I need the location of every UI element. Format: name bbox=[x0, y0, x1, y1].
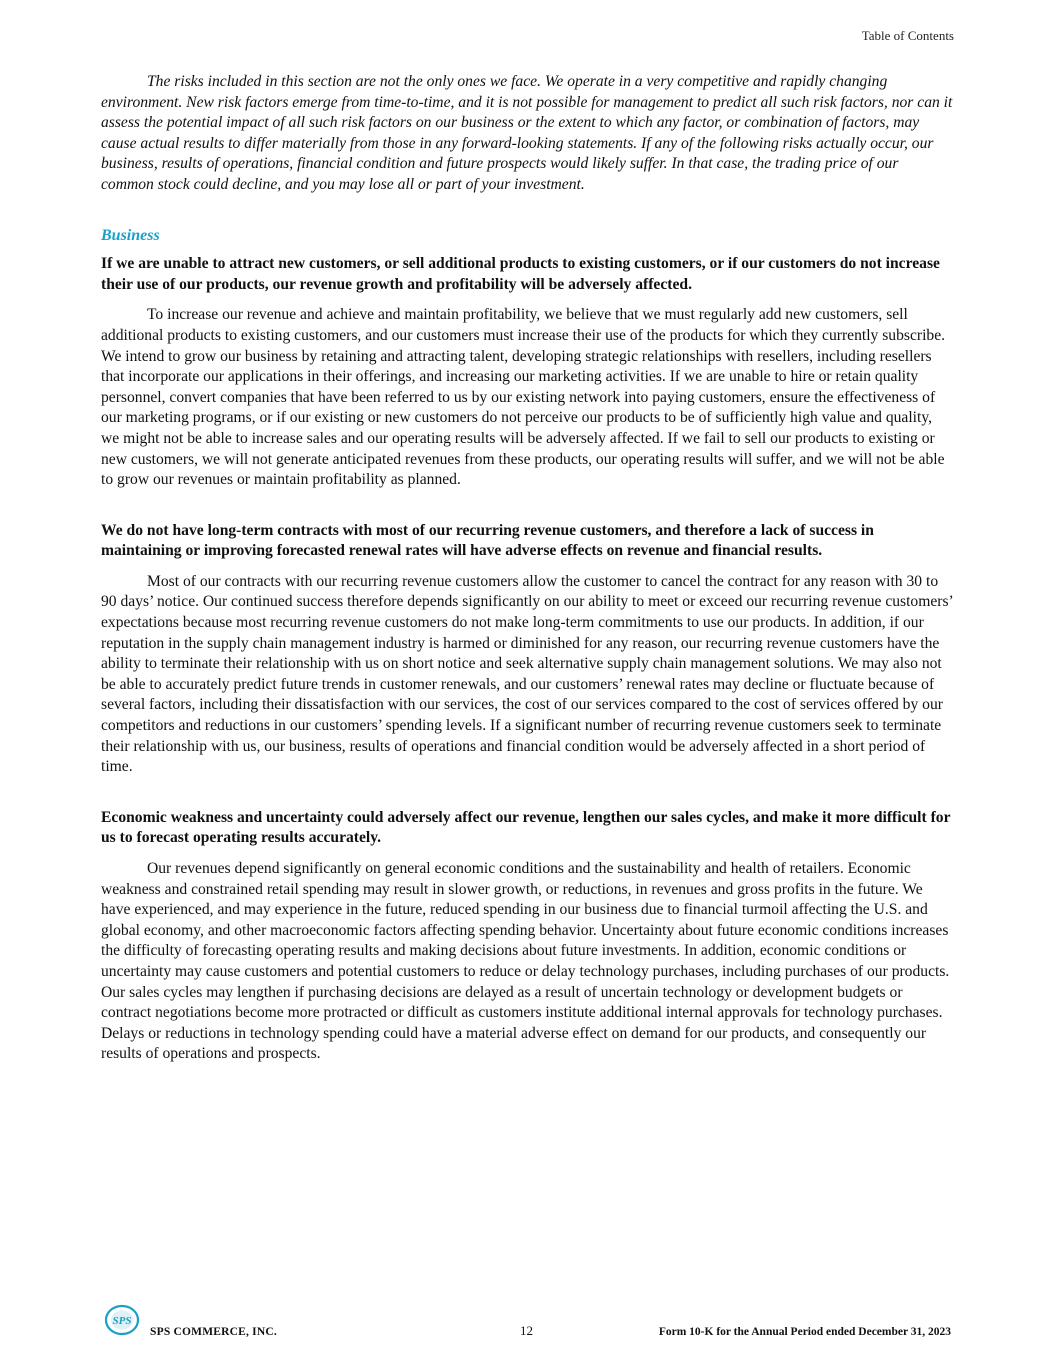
risk-body-1: To increase our revenue and achieve and maintain profitability, we believe that we must regularly add new customers, sell additional products to existing customers, and our customers must increase their use of the products for which they currently subscribe. We intend to grow our business by retaining and attracting talent, developing strategic relationships with resellers, including resellers that incorporate our applications in their offerings, and increasing our marketing activities. If we are unable to hire or retain quality personnel, convert companies that have been referred to us by our existing network into paying customers, ensure the effectiveness of our marketing programs, or if our existing or new customers do not perceive our products to be of sufficiently high value and quality, we might not be able to increase sales and our operating results will be adversely affected. If we fail to sell our products to existing or new customers, we will not generate anticipated revenues from these products, our operating results will suffer, and we will not be able to grow our revenues or maintain profitability as planned. bbox=[101, 306, 946, 489]
risk-title-3: Economic weakness and uncertainty could adversely affect our revenue, lengthen our sales cycles, and make it more difficult for us to forecast operating results accurately. bbox=[101, 808, 951, 847]
page-number: 12 bbox=[520, 1323, 533, 1338]
intro-paragraph: The risks included in this section are not the only ones we face. We operate in a very competitive and rapidly changing environment. New risk factors emerge from time-to-time, and it is not possible for management to predict all such risk factors, nor can it assess the potential impact of all such risk factors on our business or the extent to which any factor, or combination of factors, may cause actual results to differ materially from those in any forward-looking statements. If any of the following risks actually occur, our business, results of operations, financial condition and future prospects would likely suffer. In that case, the trading price of our common stock could decline, and you may lose all or part of your investment. bbox=[101, 73, 953, 193]
risk-title-2: We do not have long-term contracts with most of our recurring revenue customers, and therefore a lack of success in maintaining or improving forecasted renewal rates will have adverse effects on revenue and financial results. bbox=[101, 521, 874, 560]
table-of-contents-link[interactable]: Table of Contents bbox=[861, 28, 954, 43]
company-name: SPS COMMERCE, INC. bbox=[150, 1326, 277, 1338]
logo-text: SPS bbox=[112, 1315, 132, 1327]
risk-body-2: Most of our contracts with our recurring revenue customers allow the customer to cancel the contract for any reason with 30 to 90 days’ notice. Our continued success therefore depends significantly on our ability to meet or exceed our recurring revenue customers’ expectations because most recurring revenue customers do not make long-term commitments to use our products. In addition, if our reputation in the supply chain management industry is harmed or diminished for any reason, our recurring revenue customers have the ability to terminate their relationship with us on short notice and seek alternative supply chain management solutions. We may also not be able to accurately predict future trends in customer renewals, and our customers’ renewal rates may decline or fluctuate because of several factors, including their dissatisfaction with our services, the cost of our services compared to the cost of services offered by our competitors and reductions in our customers’ spending levels. If a significant number of recurring revenue customers seek to terminate their relationship with us, our business, results of operations and financial condition would be adversely affected in a short period of time. bbox=[101, 572, 953, 776]
risk-body-3: Our revenues depend significantly on general economic conditions and the sustainability and health of retailers. Economic weakness and constrained retail spending may result in slower growth, or reductions, in revenues and gross profits in the future. We have experienced, and may experience in the future, reduced spending in our business due to financial turmoil affecting the U.S. and global economy, and other macroeconomic factors affecting spending behavior. Uncertainty about future economic conditions increases the difficulty of forecasting operating results and making decisions about future investments. In addition, economic conditions or uncertainty may cause customers and potential customers to reduce or delay technology purchases, including purchases of our products. Our sales cycles may lengthen if purchasing decisions are delayed as a result of uncertain technology or development budgets or contract negotiations become more protracted or difficult as customers institute additional internal approvals for technology purchases. Delays or reductions in technology spending could have a material adverse effect on demand for our products, and consequently our results of operations and prospects. bbox=[101, 860, 950, 1063]
form-label: Form 10-K for the Annual Period ended December 31, 2023 bbox=[658, 1326, 951, 1338]
page-footer bbox=[0, 1300, 1055, 1350]
sps-logo-icon bbox=[104, 1304, 140, 1336]
risk-title-1: If we are unable to attract new customers, or sell additional products to existing customers, or if our customers do not increase their use of our products, our revenue growth and profitability will be adversely affected. bbox=[101, 255, 940, 293]
section-heading-business: Business bbox=[101, 226, 160, 244]
page-content bbox=[101, 72, 954, 1065]
